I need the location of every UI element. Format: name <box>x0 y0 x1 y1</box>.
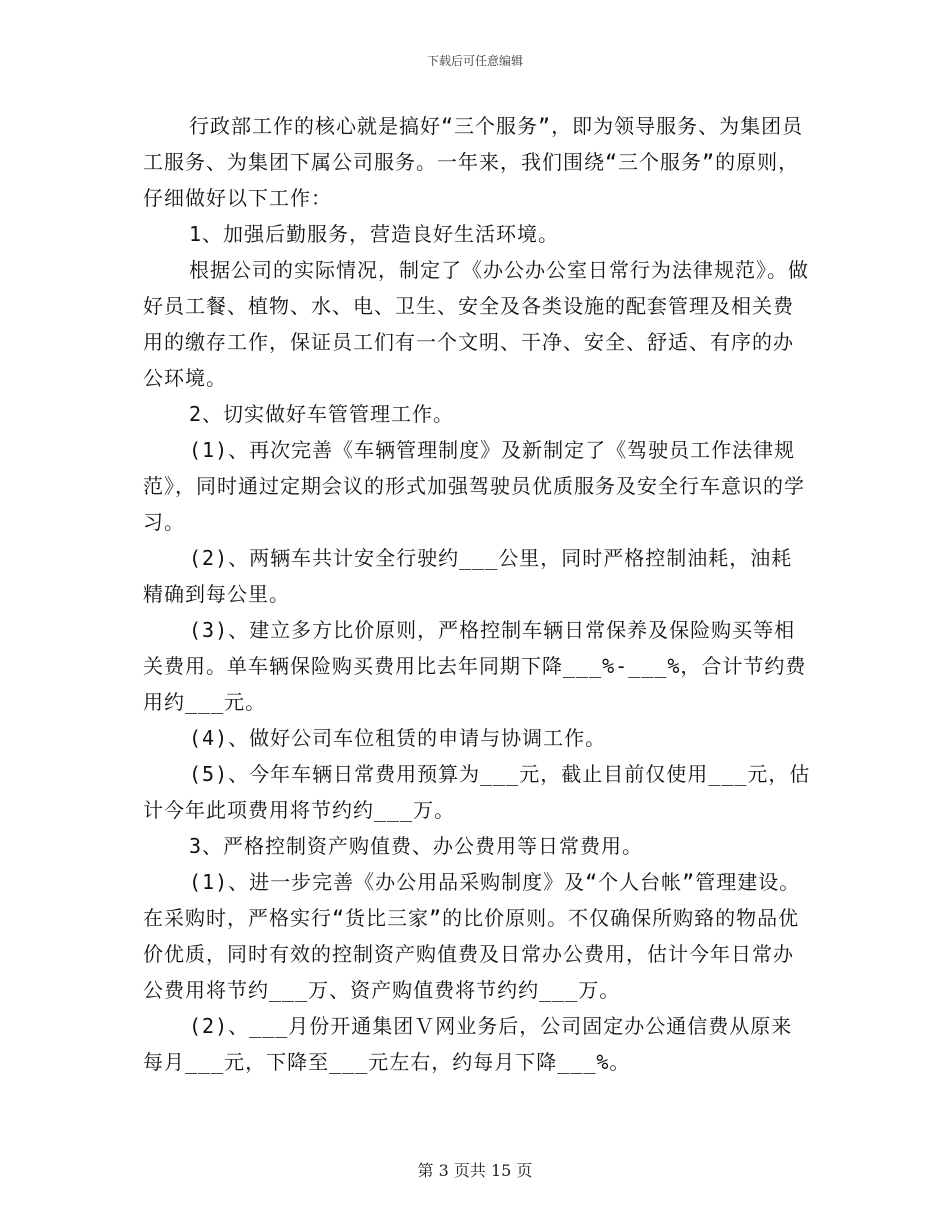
paragraph-vehicle-1: (1)、再次完善《车辆管理制度》及新制定了《驾驶员工作法律规范》，同时通过定期会议的形式加强驾驶员优质服务及安全行车意识的学习。 <box>143 438 805 534</box>
page-footer: 第 3 页共 15 页 <box>417 1161 533 1180</box>
paragraph-logistics: 根据公司的实际情况，制定了《办公办公室日常行为法律规范》。做好员工餐、植物、水、电、卫生、安全及各类设施的配套管理及相关费用的缴存工作，保证员工们有一个文明、干净、安全、舒适、有序的办公环境。 <box>143 258 809 390</box>
heading-section-2: 2、切实做好车管管理工作。 <box>189 402 455 426</box>
heading-section-3: 3、严格控制资产购值费、办公费用等日常费用。 <box>189 834 644 858</box>
heading-section-1: 1、加强后勤服务，营造良好生活环境。 <box>189 222 560 246</box>
paragraph-intro: 行政部工作的核心就是搞好“三个服务”，即为领导服务、为集团员工服务、为集团下属公司服务。一年来，我们围绕“三个服务”的原则，仔细做好以下工作： <box>143 114 804 210</box>
paragraph-expense-2: (2)、___月份开通集团Ｖ网业务后，公司固定办公通信费从原来每月___元，下降至___元左右，约每月下降___%。 <box>143 1014 793 1074</box>
paragraph-vehicle-4: (4)、做好公司车位租赁的申请与协调工作。 <box>189 726 607 750</box>
paragraph-expense-1: (1)、进一步完善《办公用品采购制度》及“个人台帐”管理建设。在采购时，严格实行“货比三家”的比价原则。不仅确保所购臵的物品优价优质，同时有效的控制资产购值费及日常办公费用，估计今年日常办公费用将节约___万、资产购值费将节约约___万。 <box>143 870 801 1002</box>
page-header: 下载后可任意编辑 <box>426 54 523 68</box>
paragraph-vehicle-5: (5)、今年车辆日常费用预算为___元，截止目前仅使用___元，估计今年此项费用将节约约___万。 <box>143 762 811 822</box>
paragraph-vehicle-3: (3)、建立多方比价原则，严格控制车辆日常保养及保险购买等相关费用。单车辆保险购买费用比去年同期下降___%-___%，合计节约费用约___元。 <box>143 618 807 714</box>
document-body <box>143 108 813 1080</box>
paragraph-vehicle-2: (2)、两辆车共计安全行驶约___公里，同时严格控制油耗，油耗精确到每公里。 <box>143 546 793 606</box>
